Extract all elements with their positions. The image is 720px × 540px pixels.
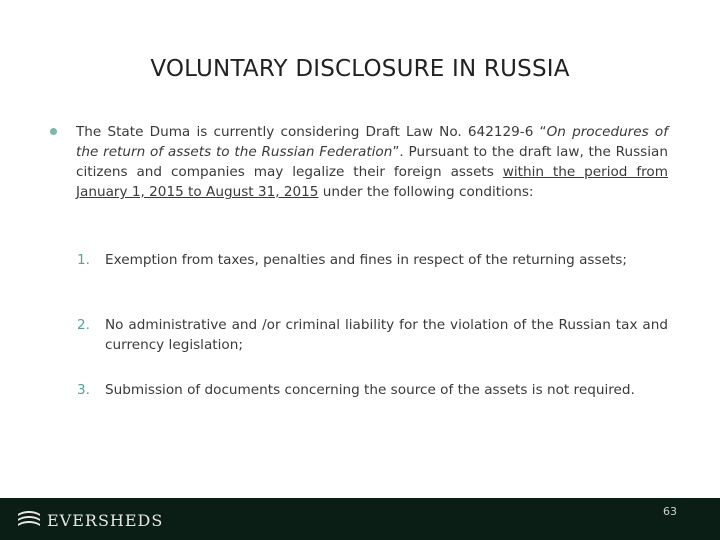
slide-title: VOLUNTARY DISCLOSURE IN RUSSIA	[150, 56, 570, 82]
draft-law-title: On procedures of the return of assets to the Russian Federation	[76, 124, 668, 160]
logo-mark-icon	[16, 509, 42, 531]
intro-text-part3: under the following conditions:	[318, 184, 534, 200]
condition-text: Exemption from taxes, penalties and fines in respect of the returning assets;	[105, 252, 627, 268]
intro-paragraph	[76, 122, 668, 202]
intro-text-part1: The State Duma is currently considering Draft Law No. 642129-6 “	[76, 124, 547, 140]
condition-text: Submission of documents concerning the source of the assets is not required.	[105, 382, 635, 398]
condition-item	[77, 315, 668, 355]
condition-item	[77, 380, 668, 400]
page-number: 63	[663, 505, 677, 518]
intro-text-part2: ”. Pursuant to the draft law, the Russian citizens and companies may legalize their foreign assets	[76, 144, 668, 180]
bullet-dot	[50, 128, 57, 135]
logo-text: EVERSHEDS	[47, 510, 164, 530]
condition-number: 3.	[77, 382, 90, 398]
eversheds-logo	[16, 508, 163, 532]
condition-item	[77, 250, 668, 270]
condition-number: 2.	[77, 317, 90, 333]
condition-number: 1.	[77, 252, 90, 268]
condition-text: No administrative and /or criminal liability for the violation of the Russian tax and currency legislation;	[105, 317, 668, 353]
legalization-period: within the period from January 1, 2015 to August 31, 2015	[76, 164, 668, 200]
